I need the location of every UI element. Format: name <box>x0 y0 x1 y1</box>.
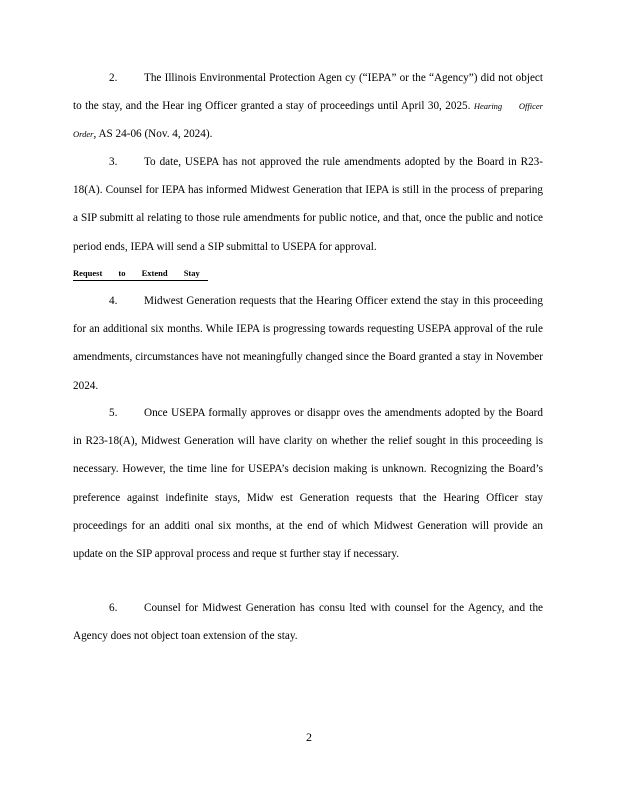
paragraph-number: 3. <box>109 156 118 168</box>
paragraph-text: To date, USEPA has not approved the rule amendments adopted by the Board in R23-18(A). Counsel for IEPA has informed Midwest Generation that IEPA is still in the process of preparing a SIP submitt al relating to those rule amendments for public notice, and that, once the public and notice period ends, IEPA will send a SIP submittal to USEPA for approval. <box>73 156 543 253</box>
paragraph-text: Once USEPA formally approves or disappr oves the amendments adopted by the Board in R23-18(A), Midwest Generation will have clarity on whether the relief sought in this proceeding is necessary. However, the time line for USEPA’s decision making is unknown. Recognizing the Board’s preference against indefinite stays, Midw est Generation requests that the Hearing Officer stay proceedings for an additi onal six months, at the end of which Midwest Generation will provide an update on the SIP approval process and reque st further stay if necessary. <box>73 407 543 561</box>
page-number: 2 <box>306 730 312 744</box>
paragraph-number: 6. <box>109 602 118 614</box>
paragraph-text: Counsel for Midwest Generation has consu lted with counsel for the Agency, and the Agency does not object toan extension of the stay. <box>73 602 543 643</box>
paragraph-3 <box>73 148 543 261</box>
paragraph-text: Midwest Generation requests that the Hearing Officer extend the stay in this proceeding for an additional six months. While IEPA is progressing towards requesting USEPA approval of the rule amendments, circumstances have not meaningfully changed since the Board granted a stay in November 2024. <box>73 295 543 392</box>
paragraph-number: 5. <box>109 407 118 419</box>
paragraph-4 <box>73 287 543 400</box>
citation-italic: Hearing Officer Order <box>73 101 543 140</box>
paragraph-5 <box>73 399 543 568</box>
paragraph-6 <box>73 594 543 650</box>
paragraph-text: The Illinois Environmental Protection Agen cy (“IEPA” or the “Agency”) did not object to the stay, and the Hear ing Officer granted a stay of proceedings until April 30, 2025. <box>73 72 543 113</box>
paragraph-2 <box>73 64 543 149</box>
paragraph-number: 2. <box>109 72 118 84</box>
paragraph-number: 4. <box>109 295 118 307</box>
section-heading: Request to Extend Stay <box>73 266 208 281</box>
citation-text: , AS 24-06 (Nov. 4, 2024). <box>93 128 213 141</box>
